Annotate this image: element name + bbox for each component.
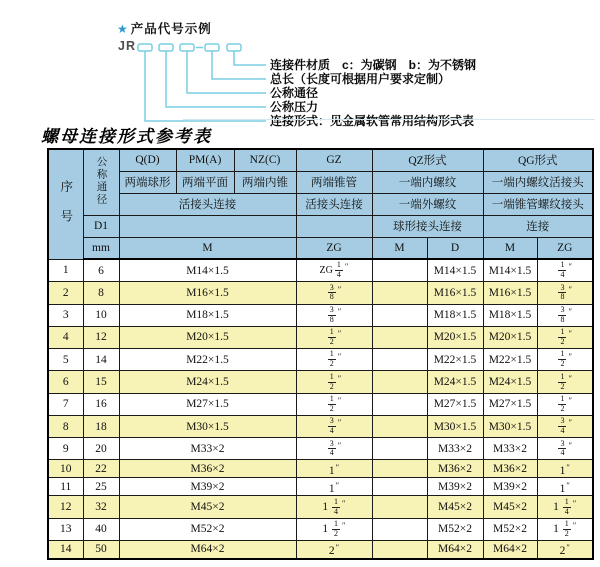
header-qz-desc: 一端内螺纹: [372, 171, 483, 193]
header-qg-row3: 一端锥管螺纹接头: [483, 193, 593, 215]
cell-gz: 1″: [296, 460, 372, 478]
cell-qg-m: M27×1.5: [483, 393, 537, 415]
cell-dn: 14: [83, 349, 119, 371]
diagram-label: 总长（长度可根据用户要求定制）: [270, 72, 451, 86]
table-title: 螺母连接形式参考表: [41, 127, 212, 146]
cell-serial: 5: [48, 349, 83, 371]
header-qz-row4: 球形接头连接: [372, 215, 483, 237]
cell-qg-m: M45×2: [483, 496, 537, 518]
header-left-connection: 活接头连接: [119, 193, 296, 215]
cell-m: M24×1.5: [119, 371, 296, 393]
header-qg-sub1: M: [483, 237, 537, 259]
table-row: [48, 415, 593, 437]
cell-m: M45×2: [119, 496, 296, 518]
cell-qz-d: M22×1.5: [427, 349, 483, 371]
cell-qz-m: [372, 326, 427, 348]
cell-qg-zg: 1 $\frac{1}{2}$ ″: [537, 518, 593, 540]
header-gz-connection: 活接头连接: [296, 193, 372, 215]
cell-qz-m: [372, 518, 427, 540]
header-d1: D1: [83, 215, 119, 237]
cell-gz: $\frac{1}{2}$ ″: [296, 371, 372, 393]
cell-qg-zg: $\frac{1}{2}$ ″: [537, 371, 593, 393]
diagram-label: 公称通径: [270, 86, 319, 100]
table-row: [48, 496, 593, 518]
cell-qz-m: [372, 304, 427, 326]
cell-dn: 10: [83, 304, 119, 326]
cell-m: M27×1.5: [119, 393, 296, 415]
header-qg-sub2: ZG: [537, 237, 593, 259]
cell-m: M20×1.5: [119, 326, 296, 348]
cell-m: M22×1.5: [119, 349, 296, 371]
cell-qz-m: [372, 393, 427, 415]
code-box: [138, 44, 152, 51]
table-row: [48, 304, 593, 326]
cell-qg-zg: $\frac{1}{2}$ ″: [537, 349, 593, 371]
header-nominal-diameter: 公称通径: [83, 149, 119, 215]
cell-qg-m: M24×1.5: [483, 371, 537, 393]
header-empty-cell: [119, 215, 296, 237]
code-box: [205, 44, 219, 51]
header-nz-title: NZ(C): [234, 149, 296, 171]
cell-qz-d: M45×2: [427, 496, 483, 518]
cell-qz-d: M14×1.5: [427, 259, 483, 282]
cell-serial: 3: [48, 304, 83, 326]
header-m-span: M: [119, 237, 296, 259]
table-row: [48, 478, 593, 496]
scan-artifact-line: [183, 119, 595, 120]
header-nz-desc: 两端内锥: [234, 171, 296, 193]
cell-qz-d: M24×1.5: [427, 371, 483, 393]
cell-qg-m: M64×2: [483, 540, 537, 559]
diagram-heading-text: 产品代号示例: [130, 22, 212, 36]
table-row: [48, 540, 593, 559]
code-prefix: JR: [118, 39, 136, 53]
cell-qz-d: M64×2: [427, 540, 483, 559]
cell-dn: 18: [83, 415, 119, 437]
header-q-title: Q(D): [119, 149, 176, 171]
cell-serial: 12: [48, 496, 83, 518]
cell-qz-d: M18×1.5: [427, 304, 483, 326]
header-serial: 序号: [48, 149, 83, 259]
header-gz-title: GZ: [296, 149, 372, 171]
reference-table: [47, 148, 594, 560]
cell-qz-m: [372, 371, 427, 393]
cell-qg-zg: 2″: [537, 540, 593, 559]
cell-m: M52×2: [119, 518, 296, 540]
cell-qg-zg: $\frac{3}{8}$ ″: [537, 282, 593, 304]
connector-line: [187, 51, 266, 93]
cell-m: M64×2: [119, 540, 296, 559]
table-row: [48, 518, 593, 540]
diagram-label: 公称压力: [270, 100, 319, 114]
cell-qz-d: M30×1.5: [427, 415, 483, 437]
cell-serial: 8: [48, 415, 83, 437]
cell-qz-d: M27×1.5: [427, 393, 483, 415]
cell-m: M16×1.5: [119, 282, 296, 304]
cell-qz-m: [372, 259, 427, 282]
header-q-desc: 两端球形: [119, 171, 176, 193]
cell-dn: 40: [83, 518, 119, 540]
table-row: [48, 460, 593, 478]
table-row: [48, 282, 593, 304]
cell-serial: 6: [48, 371, 83, 393]
table-header: [48, 149, 593, 259]
cell-qz-d: M33×2: [427, 438, 483, 460]
cell-qg-m: M36×2: [483, 460, 537, 478]
cell-qz-m: [372, 282, 427, 304]
cell-gz: $\frac{3}{4}$ ″: [296, 415, 372, 437]
cell-qz-m: [372, 349, 427, 371]
cell-qz-m: [372, 415, 427, 437]
header-qg-row4: 连接: [483, 215, 593, 237]
cell-qg-zg: 1 $\frac{1}{4}$ ″: [537, 496, 593, 518]
cell-qg-m: M20×1.5: [483, 326, 537, 348]
cell-serial: 2: [48, 282, 83, 304]
cell-qz-d: M52×2: [427, 518, 483, 540]
cell-dn: 32: [83, 496, 119, 518]
cell-serial: 1: [48, 259, 83, 282]
code-box: [227, 44, 241, 51]
cell-serial: 7: [48, 393, 83, 415]
cell-qg-m: M14×1.5: [483, 259, 537, 282]
cell-qz-m: [372, 540, 427, 559]
cell-dn: 6: [83, 259, 119, 282]
header-row-5: [48, 237, 593, 259]
cell-m: M36×2: [119, 460, 296, 478]
cell-gz: $\frac{3}{4}$ ″: [296, 438, 372, 460]
cell-qg-m: M16×1.5: [483, 282, 537, 304]
cell-gz: 1″: [296, 478, 372, 496]
cell-qg-zg: $\frac{1}{4}$ ″: [537, 259, 593, 282]
table-row: [48, 393, 593, 415]
cell-serial: 14: [48, 540, 83, 559]
header-qz-title: QZ形式: [372, 149, 483, 171]
cell-m: M14×1.5: [119, 259, 296, 282]
cell-dn: 8: [83, 282, 119, 304]
cell-gz: 2″: [296, 540, 372, 559]
cell-gz: 1 $\frac{1}{4}$ ″: [296, 496, 372, 518]
header-gz-sub: ZG: [296, 237, 372, 259]
cell-qg-m: M30×1.5: [483, 415, 537, 437]
cell-qz-d: M16×1.5: [427, 282, 483, 304]
table-row: [48, 349, 593, 371]
cell-gz: 1 $\frac{1}{2}$ ″: [296, 518, 372, 540]
header-qz-sub1: M: [372, 237, 427, 259]
cell-qz-m: [372, 438, 427, 460]
cell-qz-d: M20×1.5: [427, 326, 483, 348]
cell-qz-m: [372, 460, 427, 478]
connector-line: [145, 51, 266, 121]
table-body: [48, 259, 593, 559]
cell-m: M33×2: [119, 438, 296, 460]
code-box: [159, 44, 173, 51]
table-row: [48, 326, 593, 348]
cell-qg-m: M33×2: [483, 438, 537, 460]
table-row: [48, 371, 593, 393]
cell-dn: 22: [83, 460, 119, 478]
cell-serial: 4: [48, 326, 83, 348]
cell-qg-m: M18×1.5: [483, 304, 537, 326]
header-gz-desc: 两端锥管: [296, 171, 372, 193]
cell-serial: 11: [48, 478, 83, 496]
cell-dn: 16: [83, 393, 119, 415]
diagram-label: 连接件材质 c：为碳钢 b：为不锈钢: [270, 58, 477, 72]
cell-qz-m: [372, 496, 427, 518]
cell-qg-zg: $\frac{1}{2}$ ″: [537, 326, 593, 348]
cell-m: M30×1.5: [119, 415, 296, 437]
cell-dn: 25: [83, 478, 119, 496]
cell-gz: $\frac{3}{8}$ ″: [296, 282, 372, 304]
header-row-1: [48, 149, 593, 171]
header-qg-desc: 一端内螺纹活接头: [483, 171, 593, 193]
header-qg-title: QG形式: [483, 149, 593, 171]
cell-qg-m: M52×2: [483, 518, 537, 540]
cell-qg-zg: $\frac{3}{8}$ ″: [537, 304, 593, 326]
header-row-2: [48, 171, 593, 193]
header-qz-sub2: D: [427, 237, 483, 259]
cell-serial: 13: [48, 518, 83, 540]
cell-m: M39×2: [119, 478, 296, 496]
code-box: [180, 44, 194, 51]
table-row: [48, 259, 593, 282]
cell-gz: $\frac{3}{8}$ ″: [296, 304, 372, 326]
cell-gz: $\frac{1}{2}$ ″: [296, 326, 372, 348]
cell-qg-zg: $\frac{3}{4}$ ″: [537, 438, 593, 460]
header-row-3: [48, 193, 593, 215]
header-row-4: [48, 215, 593, 237]
cell-gz: ZG $\frac{1}{4}$ ″: [296, 259, 372, 282]
header-empty-cell: [296, 215, 372, 237]
cell-qz-d: M39×2: [427, 478, 483, 496]
cell-qg-zg: 1″: [537, 478, 593, 496]
header-unit: mm: [83, 237, 119, 259]
cell-qz-m: [372, 478, 427, 496]
cell-dn: 20: [83, 438, 119, 460]
cell-gz: $\frac{1}{2}$ ″: [296, 393, 372, 415]
star-icon: ★: [117, 22, 129, 36]
cell-dn: 15: [83, 371, 119, 393]
diagram-label: 连接形式：见金属软管常用结构形式表: [270, 114, 475, 128]
cell-qg-m: M22×1.5: [483, 349, 537, 371]
cell-qg-zg: $\frac{1}{2}$ ″: [537, 393, 593, 415]
cell-dn: 12: [83, 326, 119, 348]
header-qz-row3: 一端外螺纹: [372, 193, 483, 215]
cell-qg-m: M39×2: [483, 478, 537, 496]
header-pm-desc: 两端平面: [176, 171, 234, 193]
table-row: [48, 438, 593, 460]
cell-gz: $\frac{1}{2}$ ″: [296, 349, 372, 371]
connector-line: [234, 51, 266, 65]
cell-serial: 10: [48, 460, 83, 478]
cell-qz-d: M36×2: [427, 460, 483, 478]
header-pm-title: PM(A): [176, 149, 234, 171]
cell-m: M18×1.5: [119, 304, 296, 326]
cell-qg-zg: $\frac{3}{4}$ ″: [537, 415, 593, 437]
cell-serial: 9: [48, 438, 83, 460]
cell-dn: 50: [83, 540, 119, 559]
cell-qg-zg: 1″: [537, 460, 593, 478]
